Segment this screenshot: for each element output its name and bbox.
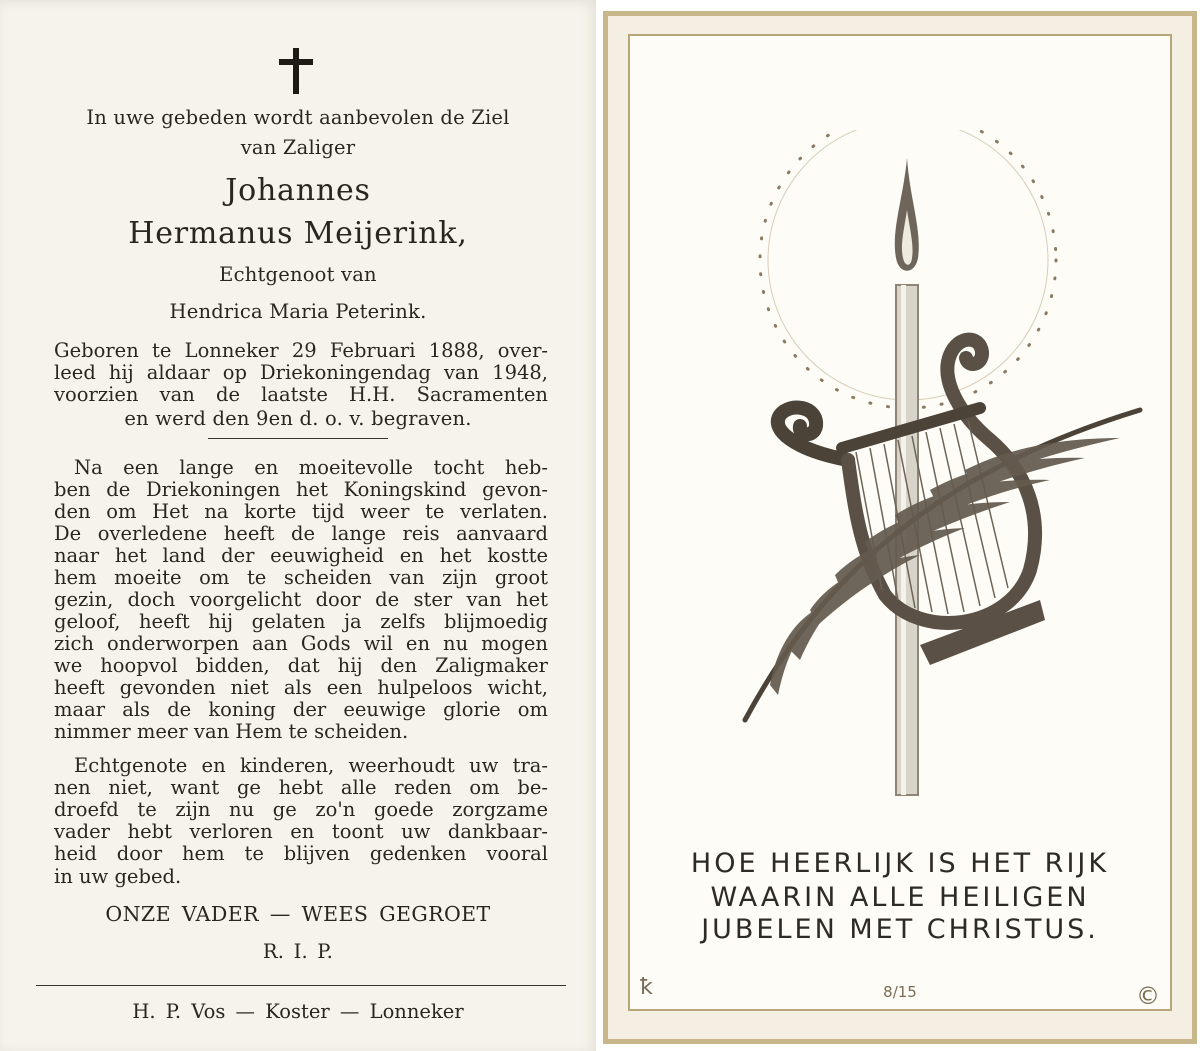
caption-line: HOE HEERLIJK IS HET RIJK <box>690 848 1110 879</box>
caption-line: WAARIN ALLE HEILIGEN <box>710 882 1090 913</box>
memorial-text-card <box>0 0 596 1051</box>
paragraph-line: we hoopvol bidden, dat hij den Zaligmaker <box>54 654 548 677</box>
paragraph-line: den om Het na korte tijd weer te verlaten. <box>54 500 548 523</box>
deceased-first-name: Johannes <box>225 173 371 208</box>
bio-line: voorzien van de laatste H.H. Sacramenten <box>54 383 548 406</box>
paragraph-line: Na een lange en moeitevolle tocht heb- <box>74 456 548 479</box>
caption-line: JUBELEN MET CHRISTUS. <box>701 914 1099 945</box>
publisher-mark-left: ꝁ <box>640 975 653 1000</box>
paragraph-line: heid door hem te blijven gedenken vooral <box>54 842 548 865</box>
divider <box>208 438 388 439</box>
paragraph-line: Echtgenote en kinderen, weerhoudt uw tra- <box>74 754 548 777</box>
candle-lyre-palm-illustration <box>620 130 1160 810</box>
paragraph-line: De overledene heeft de lange reis aanvaard <box>54 522 548 545</box>
paragraph-line: zich onderworpen aan Gods wil en nu mogen <box>54 632 548 655</box>
paragraph-line: hem moeite om te scheiden van zijn groot <box>54 566 548 589</box>
paragraph-line: naar het land der eeuwigheid en het kostte <box>54 544 548 567</box>
bio-line: en werd den 9en d. o. v. begraven. <box>124 407 472 430</box>
paragraph-line: maar als de koning der eeuwige glorie om <box>54 698 548 721</box>
footer-divider <box>36 985 566 986</box>
paragraph-line: in uw gebed. <box>54 865 182 888</box>
rip-line: R. I. P. <box>262 940 334 963</box>
paragraph-line: droefd te zijn nu ge zo'n goede zorgzame <box>54 798 548 821</box>
paragraph-line: heeft gevonden niet als een hulpeloos wicht, <box>54 676 548 699</box>
bio-line: Geboren te Lonneker 29 Februari 1888, over- <box>54 339 548 362</box>
intro-line-1: In uwe gebeden wordt aanbevolen de Ziel <box>86 106 510 129</box>
paragraph-line: gezin, doch voorgelicht door de ster van het <box>54 588 548 611</box>
spouse-name: Hendrica Maria Peterink. <box>169 300 427 323</box>
intro-line-2: van Zaliger <box>240 136 356 159</box>
printer-footer: H. P. Vos — Koster — Lonneker <box>132 1000 464 1023</box>
paragraph-line: nimmer meer van Hem te scheiden. <box>54 720 409 743</box>
deceased-full-name: Hermanus Meijerink, <box>128 216 468 251</box>
spouse-label: Echtgenoot van <box>219 263 377 286</box>
prayer-line: ONZE VADER — WEES GEGROET <box>105 902 491 926</box>
paragraph-line: nen niet, want ge hebt alle reden om be- <box>54 776 548 799</box>
paragraph-line: ben de Driekoningen het Koningskind gevon- <box>54 478 548 501</box>
bio-line: leed hij aldaar op Driekoningendag van 1948, <box>54 361 548 384</box>
paragraph-line: vader hebt verloren en toont uw dankbaar- <box>54 820 548 843</box>
publisher-mark-right: © <box>1136 982 1160 1010</box>
print-code: 8/15 <box>883 983 917 1001</box>
latin-cross-icon <box>278 48 314 94</box>
paragraph-line: geloof, heeft hij gelaten ja zelfs blijmoedig <box>54 610 548 633</box>
